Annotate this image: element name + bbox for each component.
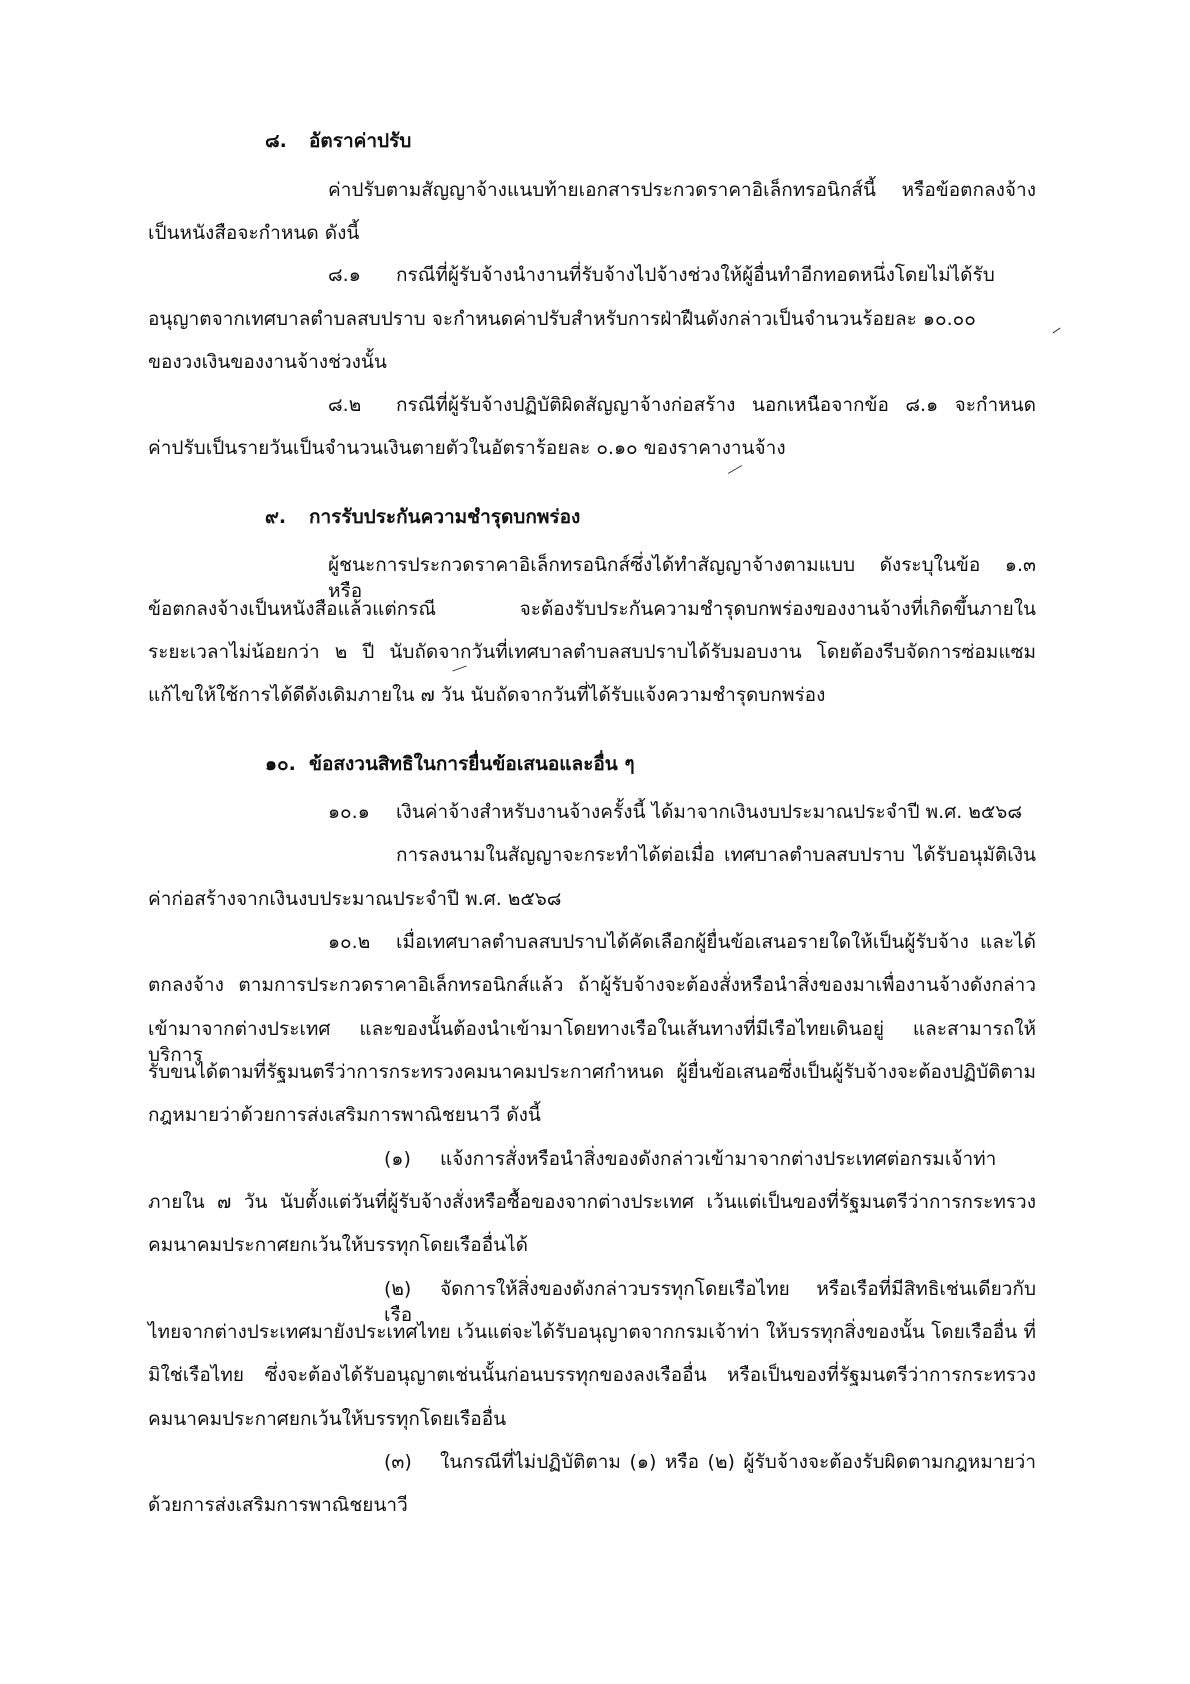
paragraph-line: กฎหมายว่าด้วยการส่งเสริมการพาณิชยนาวี ดังนี้ (148, 1104, 541, 1126)
section-8-heading (265, 128, 411, 154)
pen-mark (1053, 328, 1061, 334)
section-number: ๙. (265, 506, 287, 528)
section-title: อัตราค่าปรับ (309, 130, 412, 152)
paragraph-line: ระยะเวลาไม่น้อยกว่า ๒ ปี นับถัดจากวันที่เทศบาลตำบลสบปราบได้รับมอบงาน โดยต้องรีบจัดการซ่อมแซม (148, 641, 1036, 663)
section-title: ข้อสงวนสิทธิในการยื่นข้อเสนอและอื่น ๆ (309, 753, 635, 775)
paragraph-line: ค่าก่อสร้างจากเงินงบประมาณประจำปี พ.ศ. ๒๕๖๘ (148, 888, 562, 910)
paragraph-line: คมนาคมประกาศยกเว้นให้บรรทุกโดยเรืออื่น (148, 1408, 507, 1430)
subitem-2-line: (๒) จัดการให้สิ่งของดังกล่าวบรรทุกโดยเรือไทย หรือเรือที่มีสิทธิเช่นเดียวกับเรือ (384, 1278, 1036, 1326)
item-10-2-line: ๑๐.๒ เมื่อเทศบาลตำบลสบปราบได้คัดเลือกผู้ยื่นข้อเสนอรายใดให้เป็นผู้รับจ้าง และได้ (328, 931, 1036, 953)
section-10-heading (265, 751, 635, 777)
subitem-number: (๑) (384, 1148, 411, 1170)
subitem-number: (๒) (384, 1278, 412, 1300)
section-number: ๘. (265, 130, 287, 152)
paragraph-line: ไทยจากต่างประเทศมายังประเทศไทย เว้นแต่จะได้รับอนุญาตจากกรมเจ้าท่า ให้บรรทุกสิ่งของนั้น โดยเรืออื่น ที่ (148, 1321, 1036, 1343)
paragraph-line: เป็นหนังสือจะกำหนด ดังนี้ (148, 222, 360, 244)
paragraph-line: ข้อตกลงจ้างเป็นหนังสือแล้วแต่กรณี จะต้องรับประกันความชำรุดบกพร่องของงานจ้างที่เกิดขึ้นภายใน (148, 598, 1036, 620)
paragraph-line: ค่าปรับตามสัญญาจ้างแนบท้ายเอกสารประกวดราคาอิเล็กทรอนิกส์นี้ หรือข้อตกลงจ้าง (328, 179, 1036, 201)
item-10-1-line: ๑๐.๑ เงินค่าจ้างสำหรับงานจ้างครั้งนี้ ได้มาจากเงินงบประมาณประจำปี พ.ศ. ๒๕๖๘ (328, 801, 1022, 823)
paragraph-line: ด้วยการส่งเสริมการพาณิชยนาวี (148, 1494, 408, 1516)
paragraph-line: เข้ามาจากต่างประเทศ และของนั้นต้องนำเข้ามาโดยทางเรือในเส้นทางที่มีเรือไทยเดินอยู่ และสามารถให้บริการ (148, 1018, 1036, 1066)
item-number: ๑๐.๑ (328, 801, 370, 823)
pen-mark (728, 465, 742, 474)
paragraph-line: รับขนได้ตามที่รัฐมนตรีว่าการกระทรวงคมนาคมประกาศกำหนด ผู้ยื่นข้อเสนอซึ่งเป็นผู้รับจ้างจะต้องปฏิบัติตาม (148, 1061, 1036, 1083)
paragraph-line: คมนาคมประกาศยกเว้นให้บรรทุกโดยเรืออื่นได้ (148, 1234, 528, 1256)
item-number: ๑๐.๒ (328, 931, 371, 953)
subitem-number: (๓) (384, 1451, 412, 1473)
section-title: การรับประกันความชำรุดบกพร่อง (309, 506, 581, 528)
paragraph-line: ภายใน ๗ วัน นับตั้งแต่วันที่ผู้รับจ้างสั่งหรือซื้อของจากต่างประเทศ เว้นแต่เป็นของที่รัฐมนตรีว่าการกระทรวง (148, 1191, 1036, 1213)
paragraph-line: แก้ไขให้ใช้การได้ดีดังเดิมภายใน ๗ วัน นับถัดจากวันที่ได้รับแจ้งความชำรุดบกพร่อง (148, 684, 826, 706)
item-8-2-line: ๘.๒ กรณีที่ผู้รับจ้างปฏิบัติผิดสัญญาจ้างก่อสร้าง นอกเหนือจากข้อ ๘.๑ จะกำหนด (328, 394, 1036, 416)
item-number: ๘.๒ (328, 394, 362, 416)
subitem-1-line: (๑) แจ้งการสั่งหรือนำสิ่งของดังกล่าวเข้ามาจากต่างประเทศต่อกรมเจ้าท่า (384, 1148, 997, 1170)
subitem-3-line: (๓) ในกรณีที่ไม่ปฏิบัติตาม (๑) หรือ (๒) ผู้รับจ้างจะต้องรับผิดตามกฎหมายว่า (384, 1451, 1036, 1473)
paragraph-line: อนุญาตจากเทศบาลตำบลสบปราบ จะกำหนดค่าปรับสำหรับการฝ่าฝืนดังกล่าวเป็นจำนวนร้อยละ ๑๐.๐๐ (148, 308, 976, 330)
paragraph-line: การลงนามในสัญญาจะกระทำได้ต่อเมื่อ เทศบาลตำบลสบปราบ ได้รับอนุมัติเงิน (396, 844, 1036, 866)
paragraph-line: มิใช่เรือไทย ซึ่งจะต้องได้รับอนุญาตเช่นนั้นก่อนบรรทุกของลงเรืออื่น หรือเป็นของที่รัฐมนตรีว่าการกระทรวง (148, 1364, 1036, 1386)
paragraph-line: ผู้ชนะการประกวดราคาอิเล็กทรอนิกส์ซึ่งได้ทำสัญญาจ้างตามแบบ ดังระบุในข้อ ๑.๓ หรือ (328, 554, 1036, 602)
item-8-1-line: ๘.๑ กรณีที่ผู้รับจ้างนำงานที่รับจ้างไปจ้างช่วงให้ผู้อื่นทำอีกทอดหนึ่งโดยไม่ได้รับ (328, 264, 995, 286)
paragraph-line: ค่าปรับเป็นรายวันเป็นจำนวนเงินตายตัวในอัตราร้อยละ ๐.๑๐ ของราคางานจ้าง (148, 437, 786, 459)
item-number: ๘.๑ (328, 264, 361, 286)
paragraph-line: ตกลงจ้าง ตามการประกวดราคาอิเล็กทรอนิกส์แล้ว ถ้าผู้รับจ้างจะต้องสั่งหรือนำสิ่งของมาเพื่องานจ้างดังกล่าว (148, 974, 1036, 996)
section-9-heading (265, 504, 580, 530)
paragraph-line: ของวงเงินของงานจ้างช่วงนั้น (148, 351, 387, 373)
section-number: ๑๐. (265, 753, 296, 775)
